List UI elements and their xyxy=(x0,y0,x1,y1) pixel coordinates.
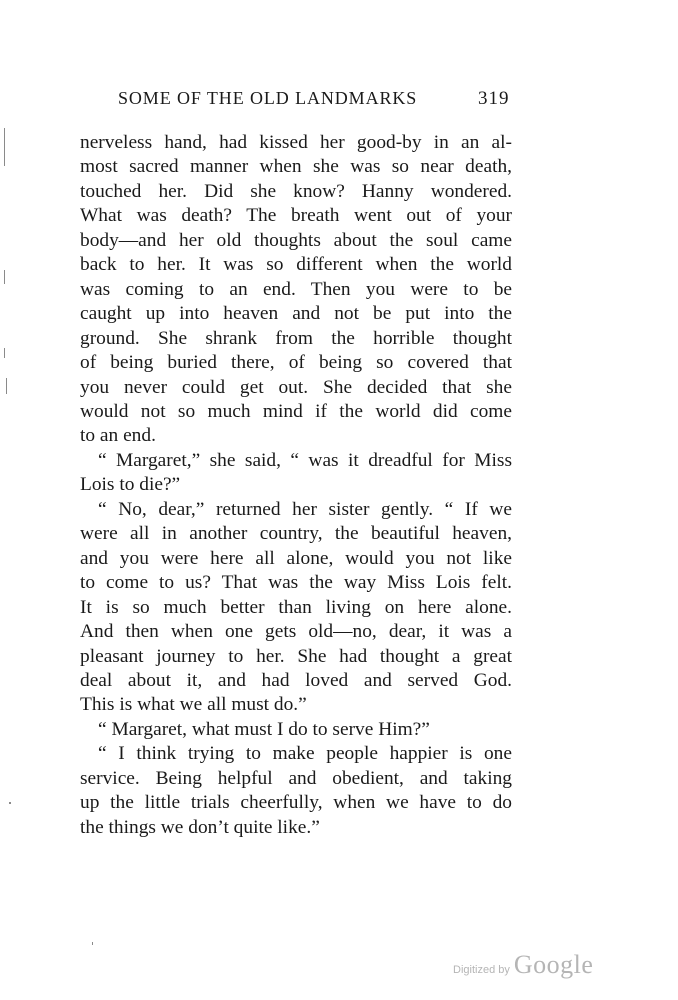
body-text xyxy=(80,131,512,840)
text-line: most sacred manner when she was so near death, xyxy=(80,156,512,178)
text-line: “ Margaret, what must I do to serve Him?” xyxy=(98,718,430,740)
text-line: and you were here all alone, would you not like xyxy=(80,547,512,569)
text-line: pleasant journey to her. She had thought a great xyxy=(80,645,512,667)
text-line: It is so much better than living on here alone. xyxy=(80,596,512,618)
scan-edge-mark xyxy=(4,348,5,358)
text-line: back to her. It was so different when the world xyxy=(80,254,512,276)
text-line: the things we don’t quite like.” xyxy=(80,816,320,838)
text-line: Lois to die?” xyxy=(80,474,181,496)
text-line: up the little trials cheerfully, when we have to do xyxy=(80,792,512,814)
google-logo: Google xyxy=(513,950,594,979)
text-line: “ I think trying to make people happier is one xyxy=(98,743,512,765)
scan-edge-mark xyxy=(4,270,5,284)
text-line: service. Being helpful and obedient, and taking xyxy=(80,767,512,789)
text-line: was coming to an end. Then you were to be xyxy=(80,278,512,300)
scan-edge-mark xyxy=(6,378,7,394)
text-line: would not so much mind if the world did come xyxy=(80,400,512,422)
text-line: were all in another country, the beautiful heaven, xyxy=(80,523,512,545)
text-line: touched her. Did she know? Hanny wondered. xyxy=(80,180,512,202)
text-line: nerveless hand, had kissed her good-by in an al- xyxy=(80,132,512,153)
text-line: body—and her old thoughts about the soul came xyxy=(80,229,512,251)
scan-speck xyxy=(9,802,11,804)
text-line: ground. She shrank from the horrible thought xyxy=(80,327,512,349)
digitized-by-google-watermark xyxy=(453,950,593,980)
page-number: 319 xyxy=(478,88,510,109)
text-line: And then when one gets old—no, dear, it was a xyxy=(80,621,512,643)
scan-speck xyxy=(92,942,93,945)
text-line: What was death? The breath went out of your xyxy=(80,205,512,227)
text-line: to come to us? That was the way Miss Lois felt. xyxy=(80,572,512,594)
text-line: of being buried there, of being so covered that xyxy=(80,352,512,374)
text-line: deal about it, and had loved and served God. xyxy=(80,669,512,691)
watermark-prefix: Digitized by xyxy=(453,964,510,976)
running-title: SOME OF THE OLD LANDMARKS xyxy=(118,88,418,108)
text-line: to an end. xyxy=(80,425,156,447)
scan-edge-mark xyxy=(4,128,5,166)
text-line: caught up into heaven and not be put into the xyxy=(80,303,512,325)
text-line: “ Margaret,” she said, “ was it dreadful for Miss xyxy=(98,449,512,471)
text-line: “ No, dear,” returned her sister gently. “ If we xyxy=(98,498,512,520)
text-line: you never could get out. She decided that she xyxy=(80,376,512,398)
text-line: This is what we all must do.” xyxy=(80,694,307,716)
